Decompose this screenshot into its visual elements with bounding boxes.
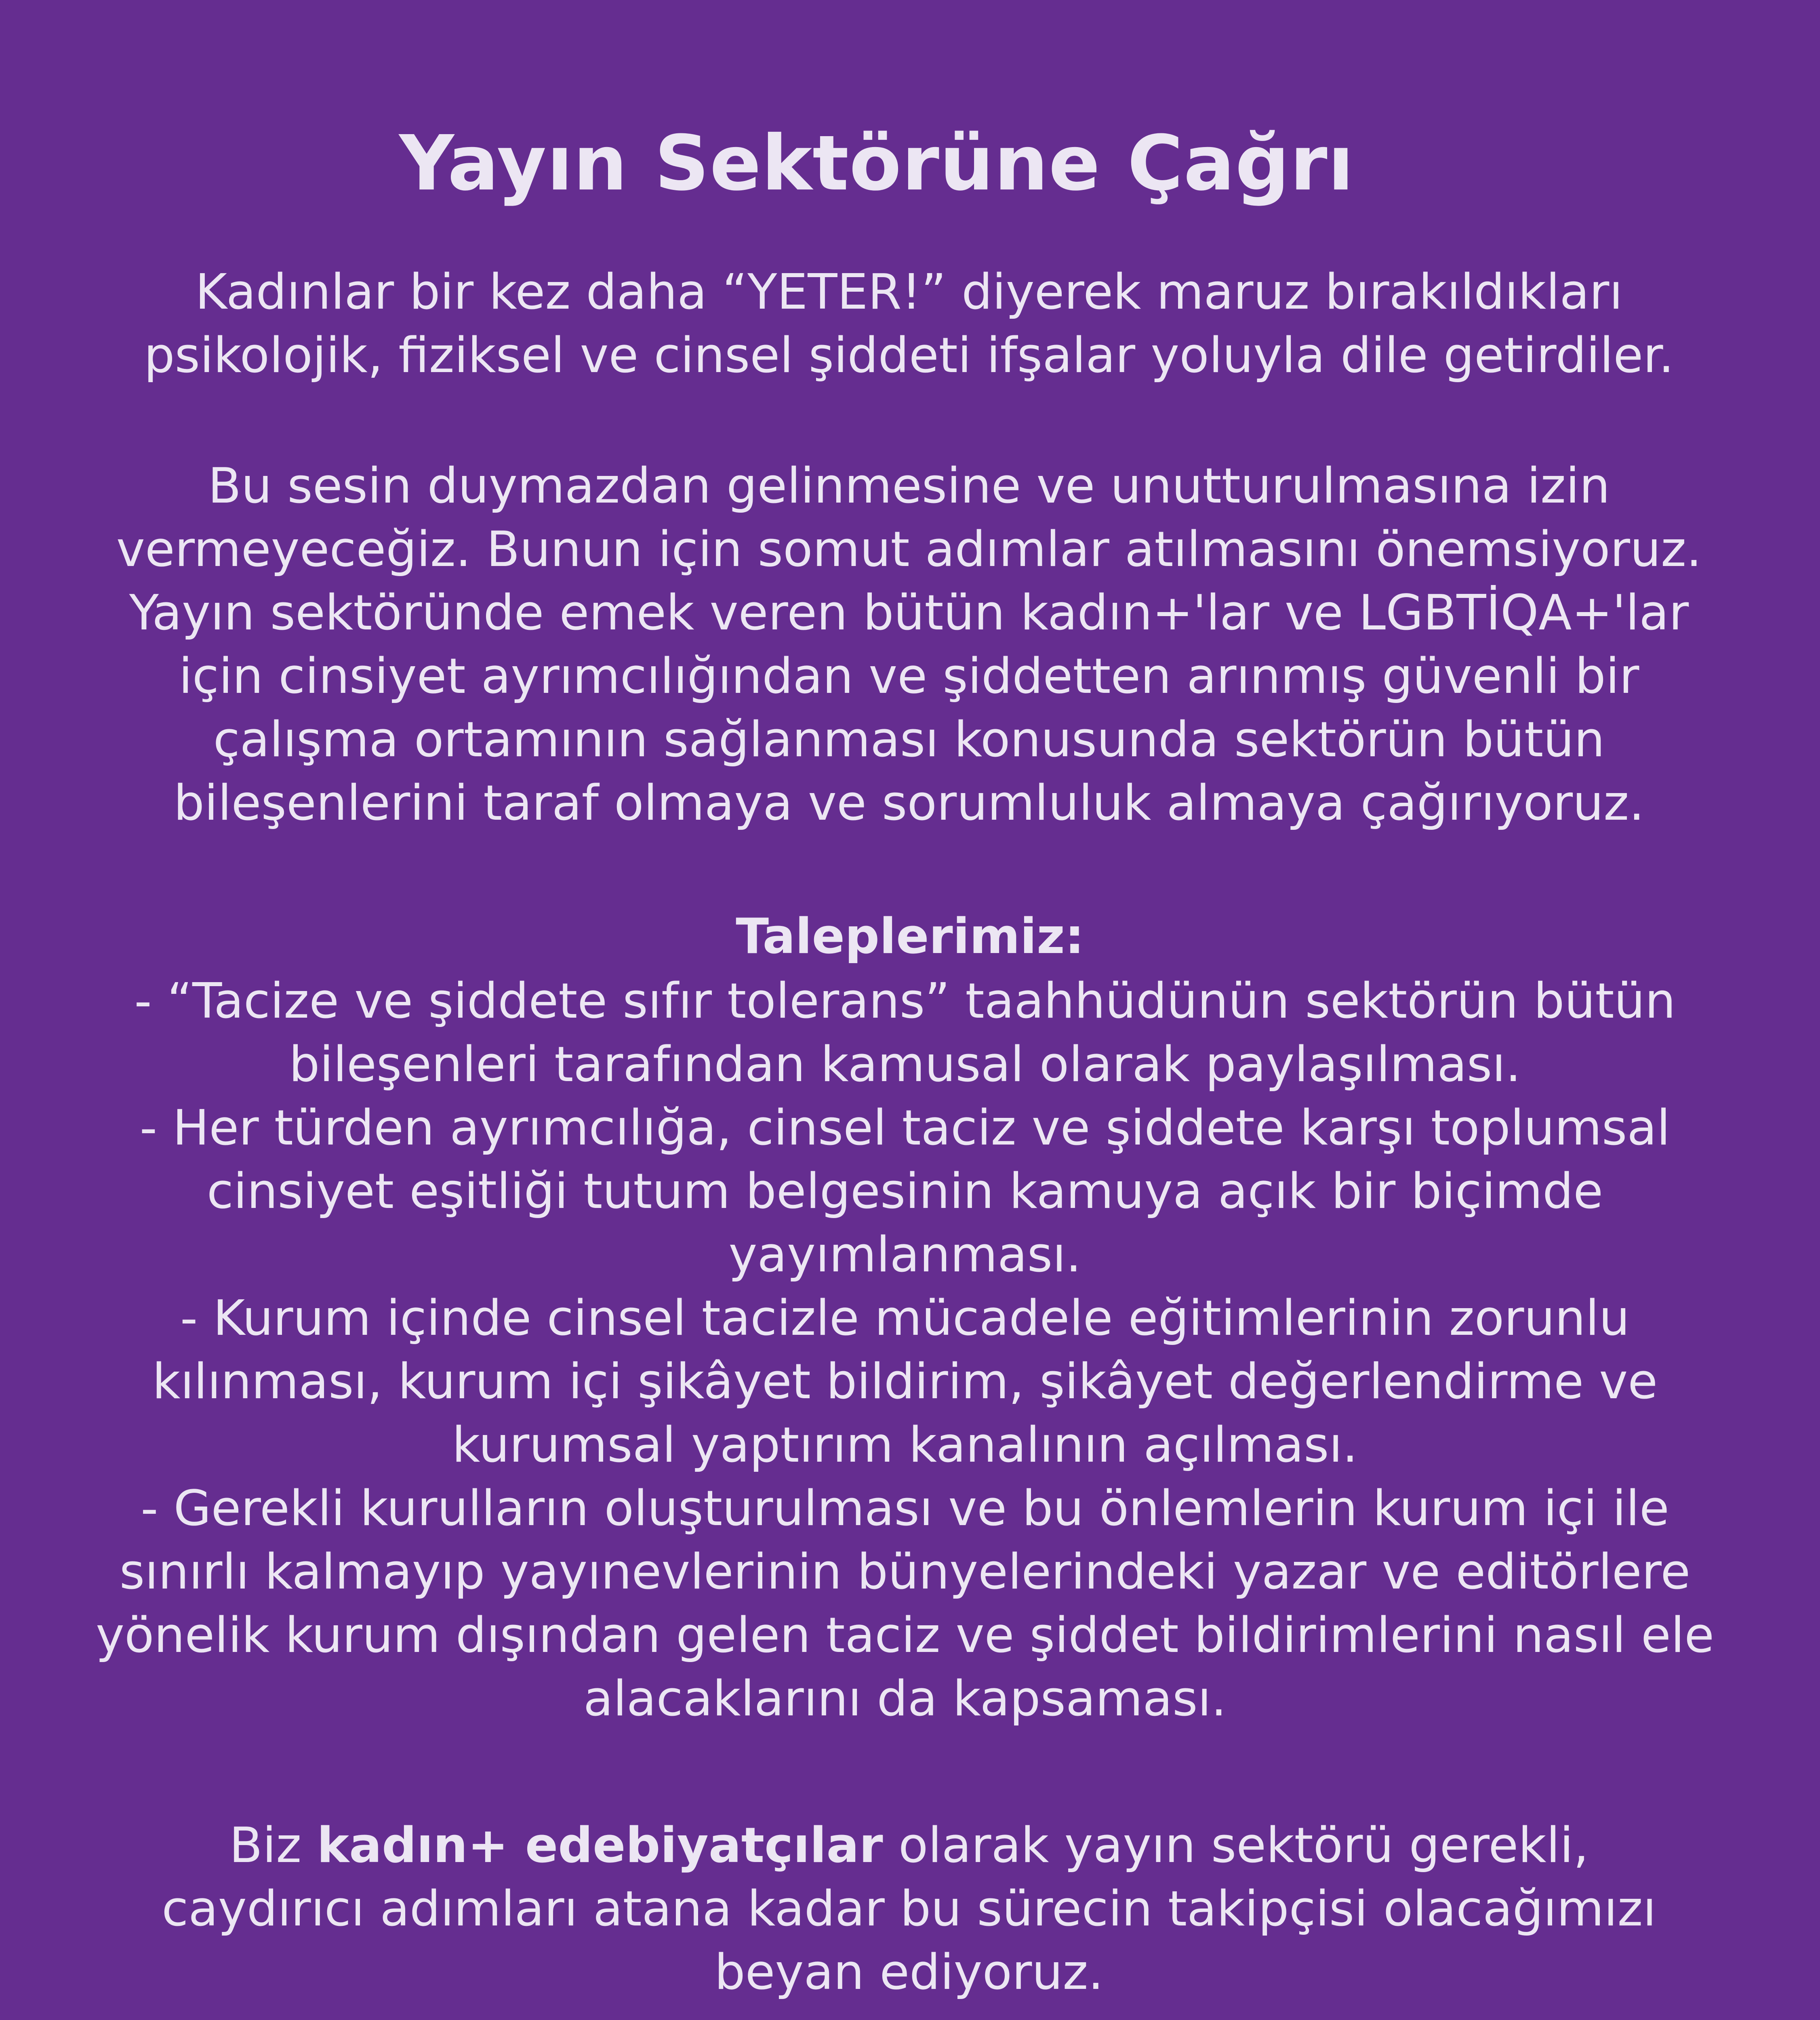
closing-emphasis: kadın+ edebiyatçılar [317, 1818, 883, 1874]
closing-prefix: Biz [229, 1818, 317, 1874]
demand-line: kılınması, kurum içi şikâyet bildirim, şikâyet değerlendirme ve [152, 1354, 1658, 1410]
demand-line: cinsiyet eşitliği tutum belgesinin kamuya açık bir biçimde [206, 1164, 1603, 1220]
demand-item [36, 970, 1774, 1096]
closing-line [48, 1814, 1770, 1877]
demands-heading: Taleplerimiz: [736, 909, 1084, 965]
commitment-line: vermeyeceğiz. Bunun için somut adımlar atılmasını önemsiyoruz. [116, 522, 1702, 578]
demand-line: - Her türden ayrımcılığa, cinsel taciz ve şiddete karşı toplumsal [139, 1100, 1671, 1156]
commitment-paragraph [48, 455, 1770, 835]
commitment-line: Yayın sektöründe emek veren bütün kadın+'lar ve LGBTİQA+'lar [129, 585, 1689, 641]
intro-paragraph [48, 261, 1770, 387]
demand-line: yönelik kurum dışından gelen taciz ve şiddet bildirimlerini nasıl ele [95, 1608, 1715, 1664]
intro-line: Kadınlar bir kez daha “YETER!” diyerek maruz bırakıldıkları [195, 264, 1623, 320]
demand-line: sınırlı kalmayıp yayınevlerinin bünyelerindeki yazar ve editörlere [119, 1544, 1691, 1600]
commitment-line: Bu sesin duymazdan gelinmesine ve unutturulmasına izin [208, 458, 1610, 514]
demand-line: alacaklarını da kapsaması. [583, 1671, 1227, 1727]
closing-paragraph [48, 1814, 1770, 2004]
demand-line: - “Tacize ve şiddete sıfır tolerans” taahhüdünün sektörün bütün [134, 973, 1676, 1029]
commitment-line: için cinsiyet ayrımcılığından ve şiddetten arınmış güvenli bir [179, 648, 1639, 705]
demand-line: yayımlanması. [728, 1227, 1081, 1283]
demand-item [36, 1477, 1774, 1731]
commitment-line: bileşenlerini taraf olmaya ve sorumluluk almaya çağırıyoruz. [173, 775, 1645, 831]
demands-list [36, 970, 1774, 1731]
intro-line: psikolojik, fiziksel ve cinsel şiddeti ifşalar yoluyla dile getirdiler. [144, 328, 1674, 384]
demand-line: kurumsal yaptırım kanalının açılması. [452, 1417, 1358, 1473]
demand-line: - Gerekli kurulların oluşturulması ve bu önlemlerin kurum içi ile [141, 1481, 1669, 1537]
closing-line: beyan ediyoruz. [714, 1944, 1104, 2001]
closing-line: caydırıcı adımları atana kadar bu sürecin takipçisi olacağımızı [162, 1881, 1656, 1937]
closing-suffix: olarak yayın sektörü gerekli, [883, 1818, 1589, 1874]
demand-line: - Kurum içinde cinsel tacizle mücadele eğitimlerinin zorunlu [180, 1290, 1630, 1347]
demand-item [36, 1287, 1774, 1477]
page-title: Yayın Sektörüne Çağrı [399, 119, 1355, 208]
demand-line: bileşenleri tarafından kamusal olarak paylaşılması. [289, 1037, 1521, 1093]
commitment-line: çalışma ortamının sağlanması konusunda sektörün bütün [213, 712, 1605, 768]
demand-item [36, 1096, 1774, 1287]
